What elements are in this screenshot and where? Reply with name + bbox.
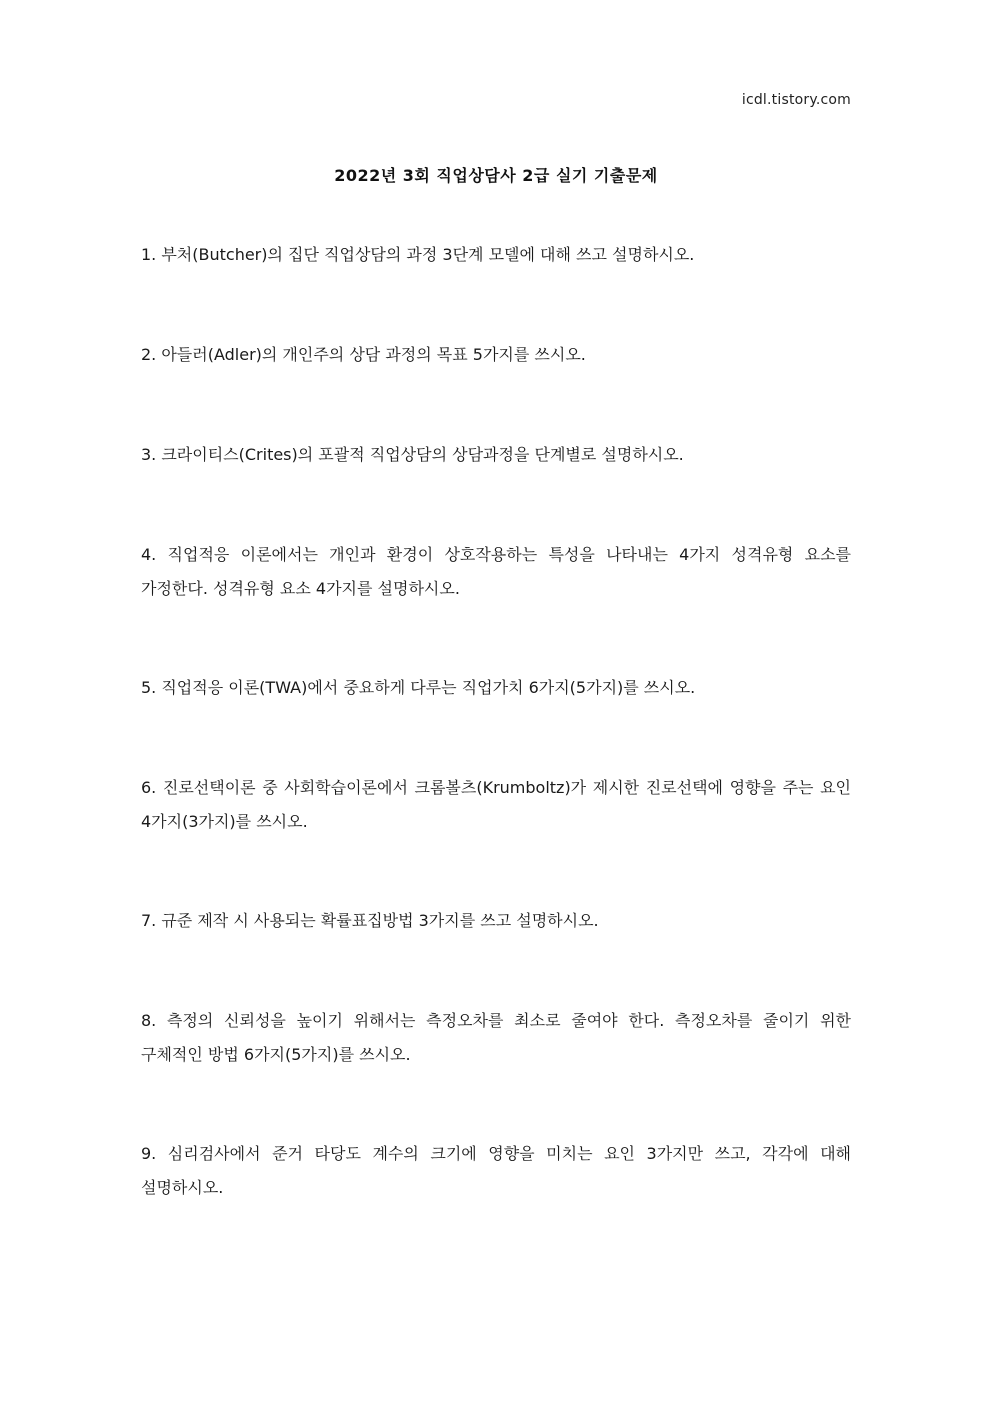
question-8: 8. 측정의 신뢰성을 높이기 위해서는 측정오차를 최소로 줄여야 한다. 측정오차를 줄이기 위한 구체적인 방법 6가지(5가지)를 쓰시오.: [141, 1011, 851, 1064]
question-7: 7. 규준 제작 시 사용되는 확률표집방법 3가지를 쓰고 설명하시오.: [141, 911, 599, 930]
site-url: icdl.tistory.com: [741, 92, 851, 108]
question-5: 5. 직업적응 이론(TWA)에서 중요하게 다루는 직업가치 6가지(5가지)를 쓰시오.: [141, 678, 696, 697]
question-4: 4. 직업적응 이론에서는 개인과 환경이 상호작용하는 특성을 나타내는 4가지 성격유형 요소를 가정한다. 성격유형 요소 4가지를 설명하시오.: [141, 545, 851, 598]
question-3: 3. 크라이티스(Crites)의 포괄적 직업상담의 상담과정을 단계별로 설명하시오.: [141, 445, 684, 464]
question-6: 6. 진로선택이론 중 사회학습이론에서 크롬볼츠(Krumboltz)가 제시한 진로선택에 영향을 주는 요인 4가지(3가지)를 쓰시오.: [141, 778, 851, 831]
question-9: 9. 심리검사에서 준거 타당도 계수의 크기에 영향을 미치는 요인 3가지만 쓰고, 각각에 대해 설명하시오.: [141, 1144, 851, 1197]
question-1: 1. 부처(Butcher)의 집단 직업상담의 과정 3단계 모델에 대해 쓰고 설명하시오.: [141, 245, 695, 264]
question-2: 2. 아들러(Adler)의 개인주의 상담 과정의 목표 5가지를 쓰시오.: [141, 345, 586, 364]
page-title: 2022년 3회 직업상담사 2급 실기 기출문제: [334, 166, 658, 185]
